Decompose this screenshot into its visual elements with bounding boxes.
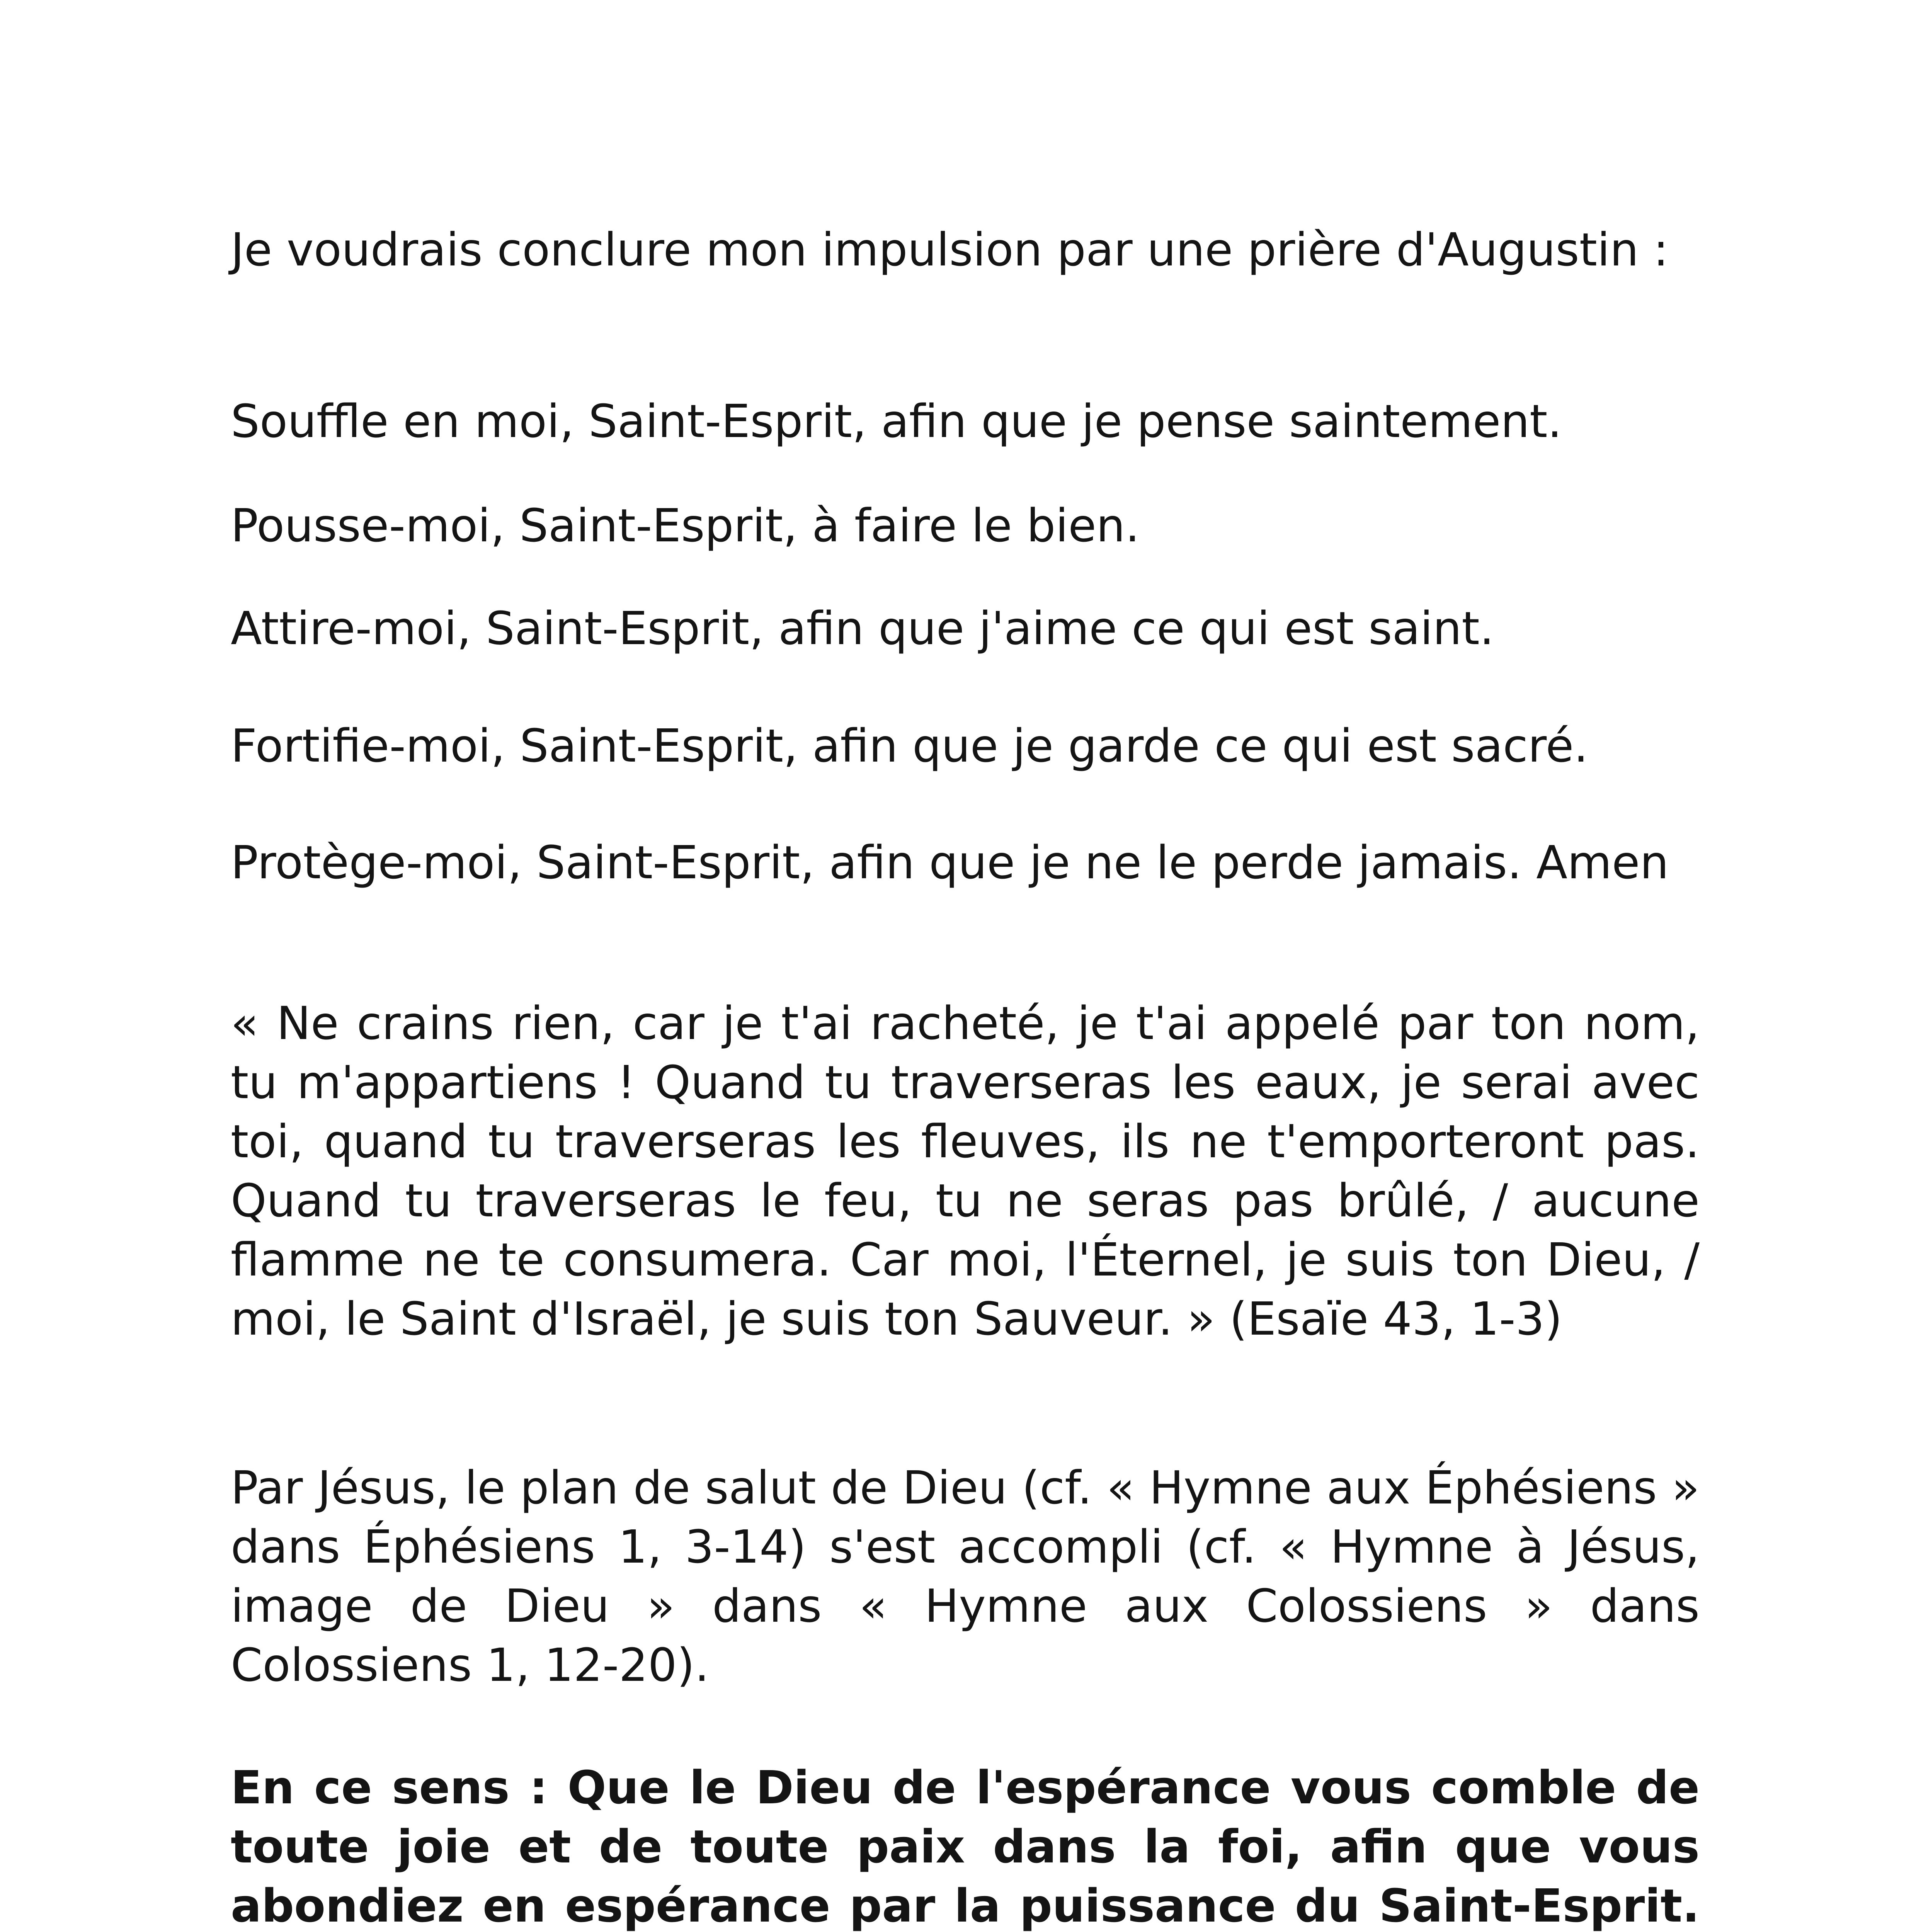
prayer-line-4: Fortifie-moi, Saint-Esprit, afin que je garde ce qui est sacré. xyxy=(231,719,1588,772)
intro-paragraph: Je voudrais conclure mon impulsion par une prière d'Augustin : xyxy=(231,223,1669,276)
romans-blessing-paragraph: En ce sens : Que le Dieu de l'espérance vous comble de toute joie et de toute paix dans la foi, afin que vous abondiez en espérance par la puissance du Saint-Esprit. xyxy=(231,1761,1700,1932)
prayer-line-2: Pousse-moi, Saint-Esprit, à faire le bien. xyxy=(231,499,1140,552)
prayer-line-5: Protège-moi, Saint-Esprit, afin que je ne le perde jamais. Amen xyxy=(231,836,1669,889)
prayer-line-3: Attire-moi, Saint-Esprit, afin que j'aime ce qui est saint. xyxy=(231,602,1494,655)
prayer-line-1: Souffle en moi, Saint-Esprit, afin que je pense saintement. xyxy=(231,395,1562,448)
isaiah-quote-paragraph: « Ne crains rien, car je t'ai racheté, je t'ai appelé par ton nom, tu m'appartiens ! Quand tu traverseras les eaux, je serai avec toi, quand tu traverseras les fleuves, ils ne t'emporteront pas. Quand tu traverseras le feu, tu ne seras pas brûlé, / aucune flamme ne te consumera. Car moi, l'Éternel, je suis ton Dieu, / moi, le Saint d'Israël, je suis ton Sauveur. » (Esaïe 43, 1-3) xyxy=(231,997,1700,1345)
salvation-paragraph: Par Jésus, le plan de salut de Dieu (cf. « Hymne aux Éphésiens » dans Éphésiens 1, 3-14) s'est accompli (cf. « Hymne à Jésus, image de Dieu » dans « Hymne aux Colossiens » dans Colossiens 1, 12-20). xyxy=(231,1461,1700,1692)
